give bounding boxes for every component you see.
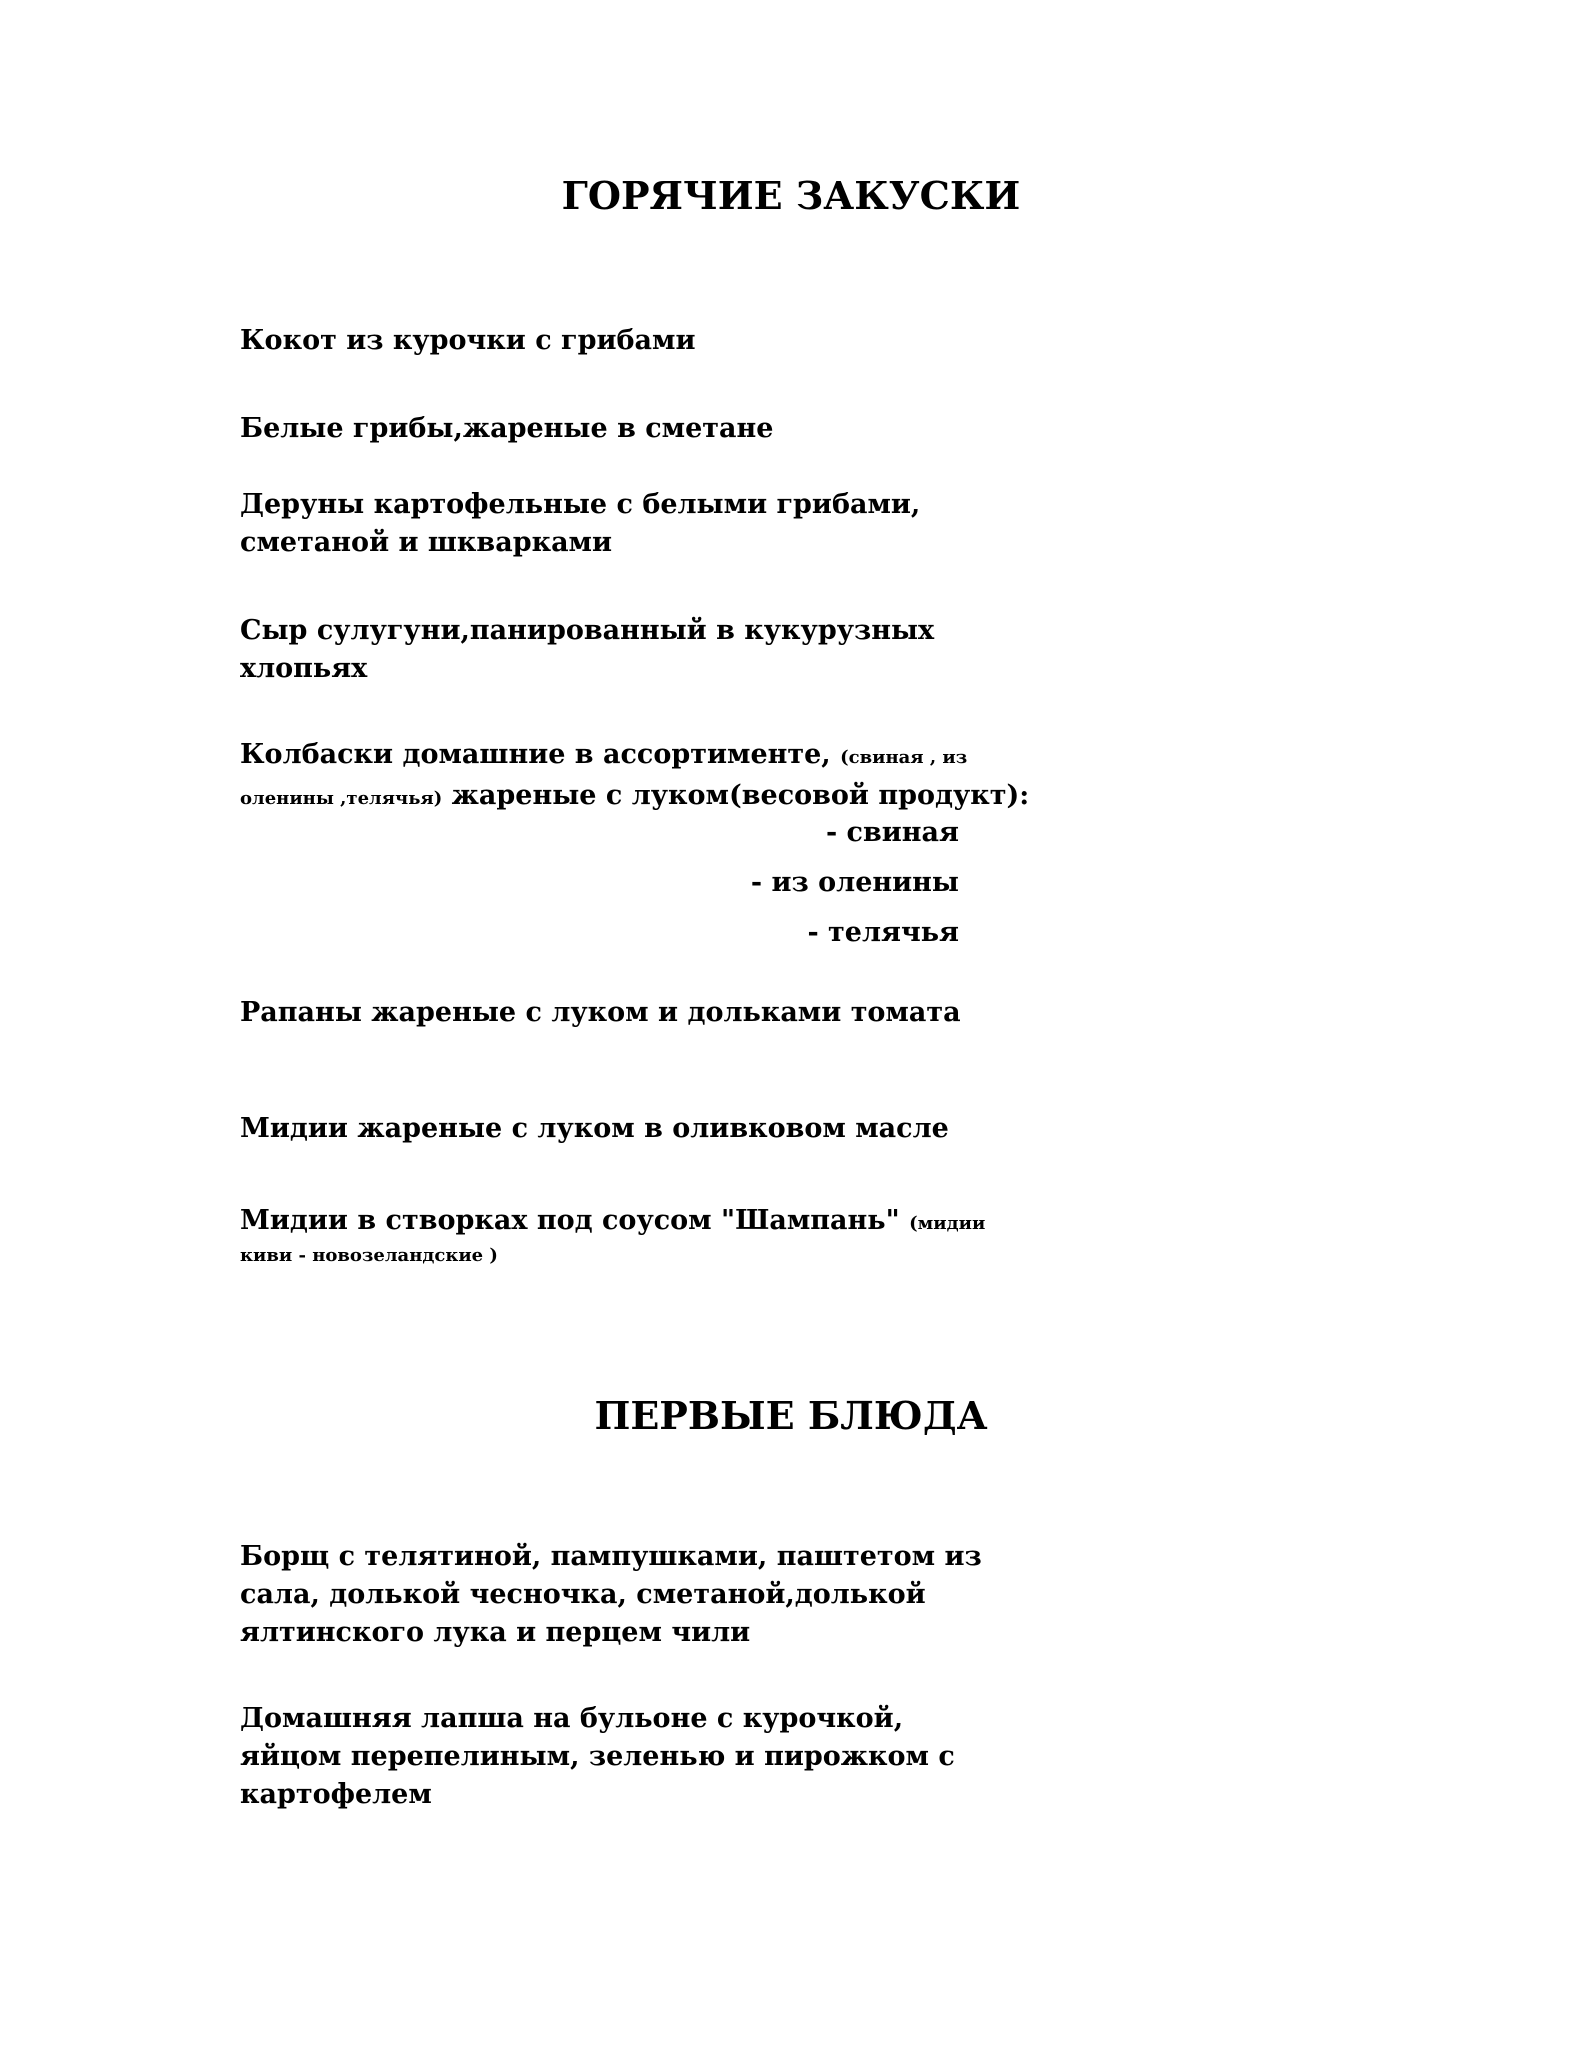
- item-text: жареные с луком(весовой продукт):: [451, 780, 1030, 811]
- menu-item-sausages: [240, 736, 1030, 818]
- item-note: (свиная , из: [840, 747, 968, 768]
- menu-item-rapana: [240, 994, 1000, 1032]
- item-line: Белые грибы,жареные в сметане: [240, 413, 774, 444]
- item-line: Мидии жареные с луком в оливковом масле: [240, 1113, 949, 1144]
- item-line: Деруны картофельные с белыми грибами,: [240, 489, 921, 520]
- item-note: (мидии: [909, 1213, 986, 1234]
- menu-item-porcini: [240, 410, 1000, 448]
- variant-veal: - телячья: [807, 917, 959, 948]
- item-line: картофелем: [240, 1779, 432, 1810]
- menu-item-borscht: [240, 1538, 1000, 1652]
- section-title-hot-appetizers: ГОРЯЧИЕ ЗАКУСКИ: [561, 173, 1021, 218]
- item-line: хлопьях: [240, 653, 368, 684]
- section-title-first-courses: ПЕРВЫЕ БЛЮДА: [594, 1393, 988, 1438]
- item-line: сметаной и шкварками: [240, 527, 613, 558]
- item-line: Кокот из курочки с грибами: [240, 325, 696, 356]
- menu-item-noodle-soup: [240, 1700, 1000, 1814]
- item-line: [240, 736, 1000, 777]
- item-line: яйцом перепелиным, зеленью и пирожком с: [240, 1741, 955, 1772]
- item-line: Домашняя лапша на бульоне с курочкой,: [240, 1703, 904, 1734]
- variant-pork: - свиная: [825, 817, 959, 848]
- item-line: киви - новозеландские ): [240, 1245, 498, 1266]
- item-line: [240, 1202, 1000, 1243]
- item-note: оленины ,телячья): [240, 788, 443, 809]
- item-text: Колбаски домашние в ассортименте,: [240, 739, 831, 770]
- menu-item-deruny: [240, 486, 1000, 562]
- menu-item-cocotte: [240, 322, 1000, 360]
- item-line: Борщ с телятиной, пампушками, паштетом из: [240, 1541, 982, 1572]
- menu-item-mussels-champagne: [240, 1202, 1000, 1269]
- item-line: [240, 777, 1030, 818]
- item-line: Рапаны жареные с луком и дольками томата: [240, 997, 961, 1028]
- menu-item-mussels-fried: [240, 1110, 1000, 1148]
- variant-venison: - из оленины: [750, 867, 959, 898]
- menu-item-suluguni: [240, 612, 1000, 688]
- item-line: ялтинского лука и перцем чили: [240, 1617, 751, 1648]
- item-line: сала, долькой чесночка, сметаной,долькой: [240, 1579, 926, 1610]
- item-line: Сыр сулугуни,панированный в кукурузных: [240, 615, 935, 646]
- item-text: Мидии в створках под соусом "Шампань": [240, 1205, 900, 1236]
